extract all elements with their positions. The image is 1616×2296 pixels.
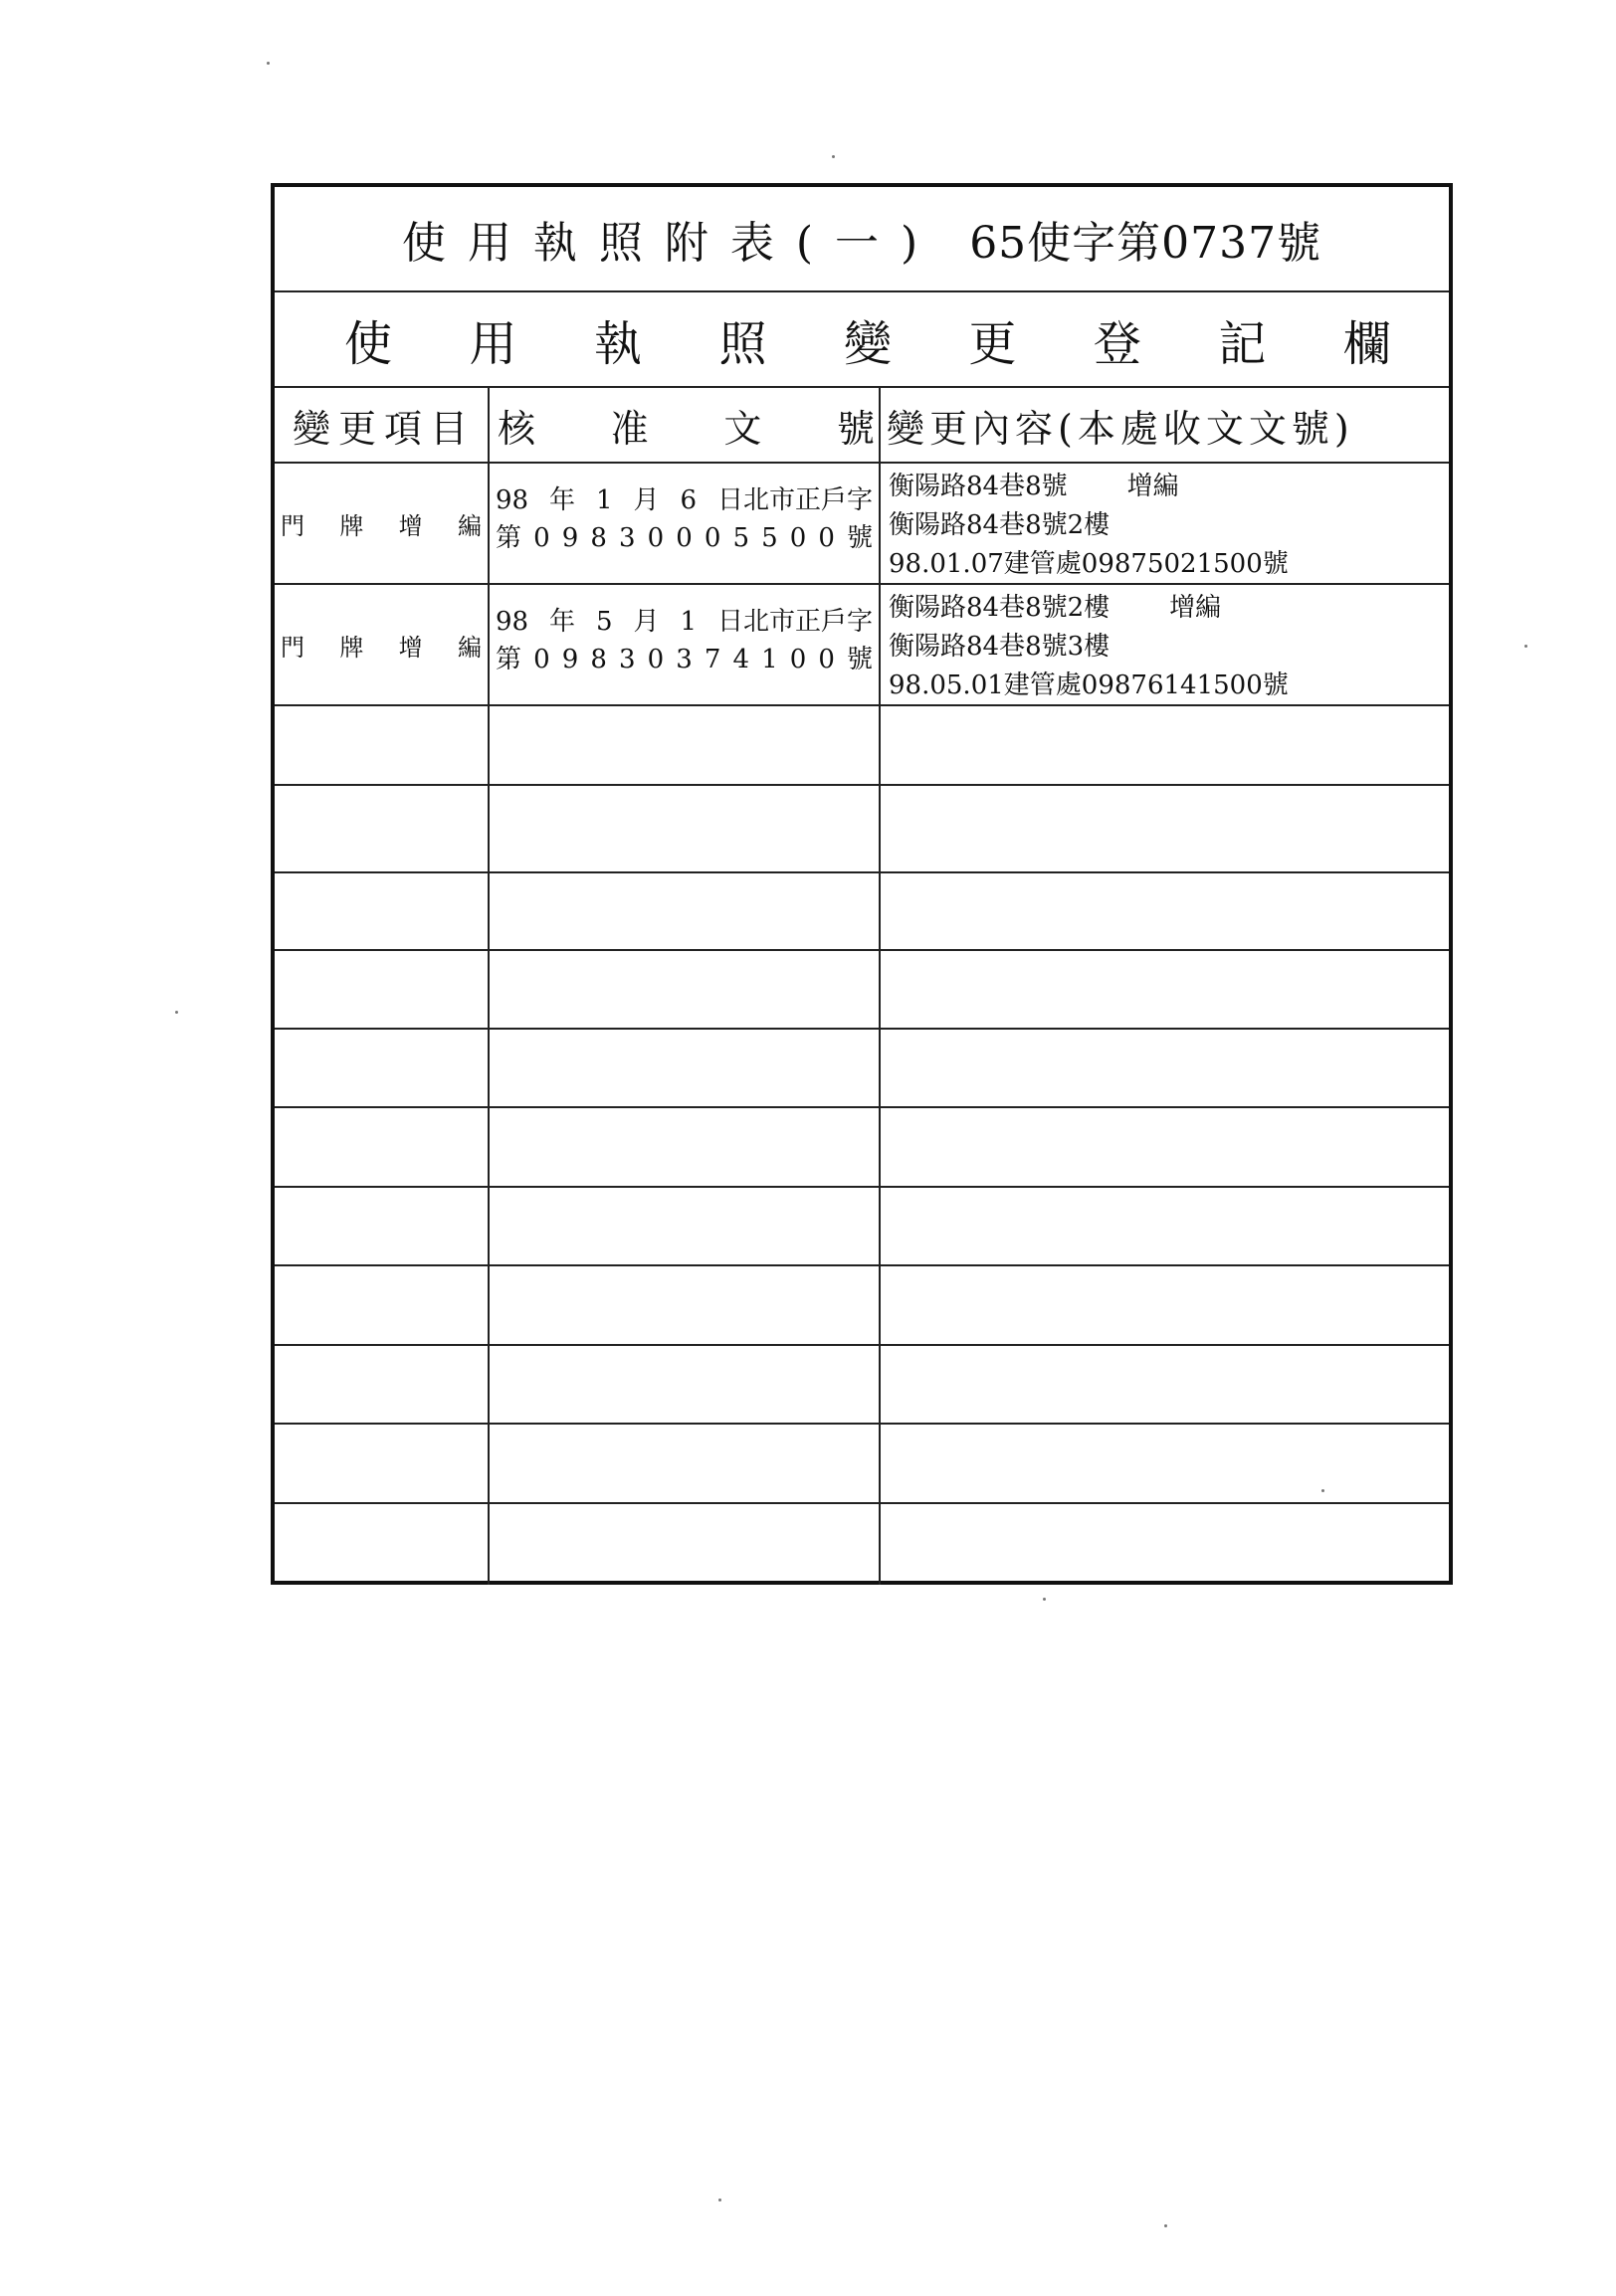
section-title-char: 記: [1218, 315, 1267, 372]
change-item-char: 編: [457, 511, 482, 540]
approval-token: 5: [732, 523, 750, 553]
title-text: 使用執照附表(一): [401, 218, 940, 269]
change-content: [881, 464, 1449, 583]
approval-token: 9: [561, 523, 579, 553]
header-cell-approval: [490, 388, 881, 462]
empty-cell: [881, 706, 1449, 784]
approval-token: 日北市正戶字: [716, 485, 873, 515]
approval-token: 98: [496, 607, 529, 637]
empty-table-row: [275, 951, 1449, 1030]
approval-token: 第: [496, 645, 522, 674]
empty-table-row: [275, 1266, 1449, 1346]
change-content-cell: [881, 585, 1449, 704]
approval-doc-number: [490, 585, 879, 678]
section-title-char: 執: [593, 315, 642, 372]
header-content-label: 變更內容(本處收文文號): [887, 406, 1354, 451]
empty-cell: [881, 1346, 1449, 1423]
empty-cell: [881, 1030, 1449, 1106]
section-title-char: 更: [968, 315, 1017, 372]
approval-token: 5: [761, 523, 778, 553]
approval-token: 4: [732, 645, 750, 674]
header-approval-char: 准: [610, 406, 649, 451]
header-approval-char: 核: [498, 406, 536, 451]
approval-token: 5: [596, 607, 613, 637]
empty-cell: [275, 786, 490, 871]
approval-token: 0: [533, 645, 550, 674]
empty-cell: [490, 706, 881, 784]
empty-cell: [881, 951, 1449, 1028]
approval-doc-line2: [496, 641, 873, 678]
scan-speck: [1524, 645, 1527, 648]
scan-speck: [267, 62, 270, 65]
empty-cell: [490, 1188, 881, 1264]
empty-cell: [490, 1425, 881, 1502]
empty-cell: [275, 1346, 490, 1423]
empty-table-row: [275, 1188, 1449, 1266]
content-address-from: 衡陽路84巷8號: [889, 472, 1068, 501]
approval-token: 0: [704, 523, 721, 553]
change-item-char: 編: [457, 633, 482, 662]
header-approval-char: 號: [836, 406, 875, 451]
approval-token: 0: [818, 645, 835, 674]
content-note: 增編: [1169, 593, 1222, 623]
scan-speck: [832, 155, 835, 158]
approval-token: 3: [618, 523, 636, 553]
permit-number: 65使字第0737號: [969, 218, 1322, 269]
empty-cell: [275, 1266, 490, 1344]
header-approval-char: 文: [723, 406, 762, 451]
empty-cell: [275, 1188, 490, 1264]
section-title-char: 用: [469, 315, 517, 372]
empty-table-row: [275, 1108, 1449, 1188]
empty-cell: [490, 951, 881, 1028]
empty-cell: [881, 1266, 1449, 1344]
content-address-from: 衡陽路84巷8號2樓: [889, 593, 1111, 623]
approval-doc-cell: [490, 464, 881, 583]
change-item-char: 增: [398, 633, 423, 662]
approval-token: 8: [590, 645, 607, 674]
content-address-to: 衡陽路84巷8號2樓: [889, 510, 1111, 540]
empty-cell: [881, 1504, 1449, 1585]
content-receipt-number: 98.01.07建管處09875021500號: [889, 549, 1289, 579]
approval-token: 0: [789, 645, 807, 674]
content-note: 增編: [1126, 472, 1179, 501]
approval-token: 3: [618, 645, 636, 674]
approval-doc-line1: [496, 603, 873, 641]
scan-speck: [175, 1011, 178, 1014]
empty-cell: [490, 1504, 881, 1585]
section-title-char: 照: [718, 315, 767, 372]
empty-cell: [490, 1266, 881, 1344]
empty-cell: [490, 1108, 881, 1186]
approval-token: 號: [846, 523, 873, 553]
approval-doc-number: [490, 464, 879, 557]
content-receipt-number: 98.05.01建管處09876141500號: [889, 670, 1289, 700]
approval-token: 0: [789, 523, 807, 553]
approval-doc-line1: [496, 481, 873, 519]
empty-cell: [275, 1504, 490, 1585]
empty-table-row: [275, 706, 1449, 786]
scan-speck: [718, 2199, 721, 2201]
section-title: [275, 292, 1449, 388]
empty-table-row: [275, 873, 1449, 951]
table-header-row: [275, 388, 1449, 464]
change-item-char: 增: [398, 511, 423, 540]
empty-cell: [490, 1346, 881, 1423]
approval-token: 7: [704, 645, 721, 674]
empty-cell: [881, 1108, 1449, 1186]
section-title-char: 變: [843, 315, 892, 372]
table-row: [275, 464, 1449, 585]
document-title: [275, 187, 1449, 292]
empty-cell: [275, 873, 490, 949]
approval-token: 日北市正戶字: [716, 607, 873, 637]
approval-token: 1: [761, 645, 778, 674]
content-line: [889, 468, 1449, 506]
empty-cell: [275, 1108, 490, 1186]
change-item-char: 門: [281, 511, 304, 540]
approval-token: 8: [590, 523, 607, 553]
approval-token: 月: [633, 607, 660, 637]
empty-cell: [490, 786, 881, 871]
scan-speck: [1164, 2224, 1167, 2227]
header-approval-label: [490, 388, 879, 462]
empty-cell: [275, 1030, 490, 1106]
approval-token: 第: [496, 523, 522, 553]
empty-cell: [490, 873, 881, 949]
content-address-to: 衡陽路84巷8號3樓: [889, 632, 1111, 662]
scan-speck: [1043, 1598, 1046, 1601]
approval-doc-cell: [490, 585, 881, 704]
change-content-cell: [881, 464, 1449, 583]
change-item-cell: [275, 464, 490, 583]
section-title-char: 使: [344, 315, 393, 372]
change-item-cell: [275, 585, 490, 704]
section-title-char: 登: [1093, 315, 1141, 372]
change-item-char: 門: [281, 633, 304, 662]
approval-token: 0: [647, 645, 665, 674]
empty-cell: [881, 786, 1449, 871]
approval-token: 年: [549, 607, 576, 637]
empty-cell: [881, 1188, 1449, 1264]
empty-cell: [490, 1030, 881, 1106]
header-cell-item: [275, 388, 490, 462]
change-item-char: 牌: [339, 511, 364, 540]
approval-token: 3: [676, 645, 693, 674]
header-cell-content: [881, 388, 1449, 462]
change-item-char: 牌: [339, 633, 364, 662]
change-item: [275, 464, 488, 583]
section-title-char: 欄: [1342, 315, 1391, 372]
scan-speck: [1321, 1489, 1324, 1492]
approval-token: 9: [561, 645, 579, 674]
empty-table-row: [275, 1346, 1449, 1425]
header-item-label: 變更項目: [292, 406, 476, 451]
approval-token: 0: [647, 523, 665, 553]
empty-cell: [881, 873, 1449, 949]
approval-token: 1: [680, 607, 698, 637]
approval-token: 1: [596, 485, 613, 515]
empty-table-row: [275, 1425, 1449, 1504]
empty-cell: [881, 1425, 1449, 1502]
table-row: [275, 585, 1449, 706]
change-item: [275, 585, 488, 704]
empty-cell: [275, 706, 490, 784]
empty-table-row: [275, 786, 1449, 873]
approval-doc-line2: [496, 519, 873, 557]
approval-token: 號: [846, 645, 873, 674]
approval-token: 98: [496, 485, 529, 515]
approval-token: 6: [680, 485, 698, 515]
approval-token: 0: [818, 523, 835, 553]
content-line: [889, 589, 1449, 628]
empty-cell: [275, 1425, 490, 1502]
permit-appendix-table: [271, 183, 1453, 1585]
empty-table-row: [275, 1030, 1449, 1108]
approval-token: 年: [549, 485, 576, 515]
approval-token: 0: [676, 523, 693, 553]
change-content: [881, 585, 1449, 704]
empty-table-row: [275, 1504, 1449, 1585]
approval-token: 0: [533, 523, 550, 553]
approval-token: 月: [633, 485, 660, 515]
empty-cell: [275, 951, 490, 1028]
